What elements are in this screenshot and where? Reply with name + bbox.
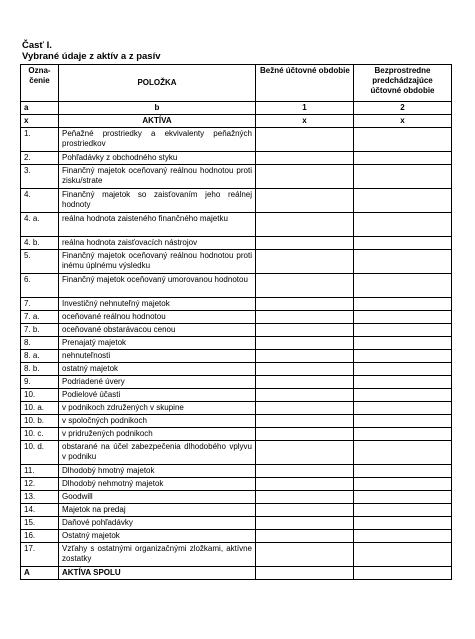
table-row (21, 491, 452, 504)
section-row (21, 115, 452, 128)
current-period-value (256, 237, 354, 250)
row-code: 7. a. (21, 311, 59, 324)
header-designation: Ozna-čenie (21, 65, 59, 102)
current-period-value (256, 389, 354, 402)
row-label: reálna hodnota zaisteného finančného majetku (59, 213, 256, 237)
previous-period-value (354, 189, 452, 213)
previous-period-value (354, 165, 452, 189)
row-label: Investičný nehnuteľný majetok (59, 298, 256, 311)
row-label: v pridružených podnikoch (59, 428, 256, 441)
table-row (21, 504, 452, 517)
row-label: Majetok na predaj (59, 504, 256, 517)
row-code: 10. a. (21, 402, 59, 415)
table-row (21, 237, 452, 250)
previous-period-value (354, 274, 452, 298)
row-code: 6. (21, 274, 59, 298)
row-label: Daňové pohľadávky (59, 517, 256, 530)
table-row (21, 152, 452, 165)
current-period-value (256, 324, 354, 337)
previous-period-value (354, 250, 452, 274)
table-row (21, 543, 452, 567)
header-item: POLOŽKA (59, 65, 256, 102)
row-label: Dlhodobý hmotný majetok (59, 465, 256, 478)
previous-period-value (354, 128, 452, 152)
row-code: 15. (21, 517, 59, 530)
row-code: 8. b. (21, 363, 59, 376)
row-code: 10. c. (21, 428, 59, 441)
row-code: 13. (21, 491, 59, 504)
row-label: Vzťahy s ostatnými organizačnými zložkami, aktívne zostatky (59, 543, 256, 567)
row-code: 3. (21, 165, 59, 189)
code-cell: b (59, 102, 256, 115)
row-label: ostatný majetok (59, 363, 256, 376)
total-row (21, 567, 452, 580)
current-period-value (256, 530, 354, 543)
code-cell: 2 (354, 102, 452, 115)
section-previous-value: x (354, 115, 452, 128)
previous-period-value (354, 517, 452, 530)
current-period-value (256, 213, 354, 237)
row-code: 16. (21, 530, 59, 543)
current-period-value (256, 337, 354, 350)
table-row (21, 337, 452, 350)
previous-period-value (354, 504, 452, 517)
table-row (21, 298, 452, 311)
current-period-value (256, 311, 354, 324)
row-label: v podnikoch združených v skupine (59, 402, 256, 415)
part-title: Časť I. (22, 40, 52, 51)
previous-period-value (354, 491, 452, 504)
table-row (21, 415, 452, 428)
total-label: AKTÍVA SPOLU (59, 567, 256, 580)
table-row (21, 311, 452, 324)
section-code: x (21, 115, 59, 128)
part-subtitle: Vybrané údaje z aktív a z pasív (22, 51, 161, 62)
previous-period-value (354, 530, 452, 543)
current-period-value (256, 152, 354, 165)
row-code: 1. (21, 128, 59, 152)
section-current-value: x (256, 115, 354, 128)
table-row (21, 389, 452, 402)
row-code: 8. (21, 337, 59, 350)
current-period-value (256, 376, 354, 389)
row-label: oceňované reálnou hodnotou (59, 311, 256, 324)
table-row (21, 402, 452, 415)
row-label: v spoločných podnikoch (59, 415, 256, 428)
table-row (21, 530, 452, 543)
previous-period-value (354, 152, 452, 165)
table-row (21, 376, 452, 389)
current-period-value (256, 517, 354, 530)
code-cell: a (21, 102, 59, 115)
row-label: Finančný majetok oceňovaný reálnou hodnotou proti inému úplnému výsledku (59, 250, 256, 274)
header-current-period: Bežné účtovné obdobie (256, 65, 354, 102)
current-period-value (256, 298, 354, 311)
current-period-value (256, 478, 354, 491)
table-row (21, 465, 452, 478)
current-period-value (256, 128, 354, 152)
row-code: 9. (21, 376, 59, 389)
row-code: 17. (21, 543, 59, 567)
table-row (21, 441, 452, 465)
row-label: Pohľadávky z obchodného styku (59, 152, 256, 165)
row-code: 7. (21, 298, 59, 311)
previous-period-value (354, 298, 452, 311)
previous-period-value (354, 415, 452, 428)
section-heading (22, 40, 161, 62)
table-row (21, 350, 452, 363)
table-row (21, 324, 452, 337)
total-current-value (256, 567, 354, 580)
row-code: 10. d. (21, 441, 59, 465)
previous-period-value (354, 213, 452, 237)
row-label: Finančný majetok oceňovaný reálnou hodnotou proti zisku/strate (59, 165, 256, 189)
row-label: Dlhodobý nehmotný majetok (59, 478, 256, 491)
previous-period-value (354, 311, 452, 324)
row-code: 4. (21, 189, 59, 213)
current-period-value (256, 250, 354, 274)
header-previous-period: Bezprostredne predchádzajúce účtovné obdobie (354, 65, 452, 102)
table-row (21, 363, 452, 376)
previous-period-value (354, 478, 452, 491)
row-label: obstarané na účel zabezpečenia dlhodobého vplyvu v podniku (59, 441, 256, 465)
current-period-value (256, 465, 354, 478)
row-label: Podielové účasti (59, 389, 256, 402)
row-code: 10. b. (21, 415, 59, 428)
total-previous-value (354, 567, 452, 580)
row-code: 12. (21, 478, 59, 491)
previous-period-value (354, 543, 452, 567)
table-row (21, 213, 452, 237)
section-title: AKTÍVA (59, 115, 256, 128)
row-code: 8. a. (21, 350, 59, 363)
row-label: Peňažné prostriedky a ekvivalenty peňažných prostriedkov (59, 128, 256, 152)
current-period-value (256, 441, 354, 465)
current-period-value (256, 165, 354, 189)
current-period-value (256, 428, 354, 441)
row-label: nehnuteľnosti (59, 350, 256, 363)
row-label: Finančný majetok so zaisťovaním jeho reálnej hodnoty (59, 189, 256, 213)
current-period-value (256, 415, 354, 428)
assets-table (20, 64, 452, 580)
code-cell: 1 (256, 102, 354, 115)
previous-period-value (354, 337, 452, 350)
previous-period-value (354, 237, 452, 250)
total-code: A (21, 567, 59, 580)
row-code: 10. (21, 389, 59, 402)
current-period-value (256, 363, 354, 376)
previous-period-value (354, 465, 452, 478)
table-row (21, 274, 452, 298)
row-label: Finančný majetok oceňovaný umorovanou hodnotou (59, 274, 256, 298)
table-row (21, 478, 452, 491)
current-period-value (256, 402, 354, 415)
previous-period-value (354, 402, 452, 415)
row-code: 14. (21, 504, 59, 517)
row-label: Prenajatý majetok (59, 337, 256, 350)
column-code-row (21, 102, 452, 115)
row-label: Ostatný majetok (59, 530, 256, 543)
table-row (21, 428, 452, 441)
previous-period-value (354, 324, 452, 337)
row-code: 7. b. (21, 324, 59, 337)
table-row (21, 128, 452, 152)
row-label: reálna hodnota zaisťovacích nástrojov (59, 237, 256, 250)
previous-period-value (354, 350, 452, 363)
table-row (21, 189, 452, 213)
table-row (21, 517, 452, 530)
row-code: 11. (21, 465, 59, 478)
table-row (21, 165, 452, 189)
current-period-value (256, 543, 354, 567)
row-code: 4. b. (21, 237, 59, 250)
row-label: Podriadené úvery (59, 376, 256, 389)
row-code: 2. (21, 152, 59, 165)
row-label: oceňované obstarávacou cenou (59, 324, 256, 337)
current-period-value (256, 189, 354, 213)
table-header-row (21, 65, 452, 102)
current-period-value (256, 350, 354, 363)
previous-period-value (354, 428, 452, 441)
previous-period-value (354, 441, 452, 465)
current-period-value (256, 504, 354, 517)
row-label: Goodwill (59, 491, 256, 504)
table-row (21, 250, 452, 274)
row-code: 5. (21, 250, 59, 274)
previous-period-value (354, 389, 452, 402)
current-period-value (256, 274, 354, 298)
previous-period-value (354, 363, 452, 376)
previous-period-value (354, 376, 452, 389)
current-period-value (256, 491, 354, 504)
row-code: 4. a. (21, 213, 59, 237)
